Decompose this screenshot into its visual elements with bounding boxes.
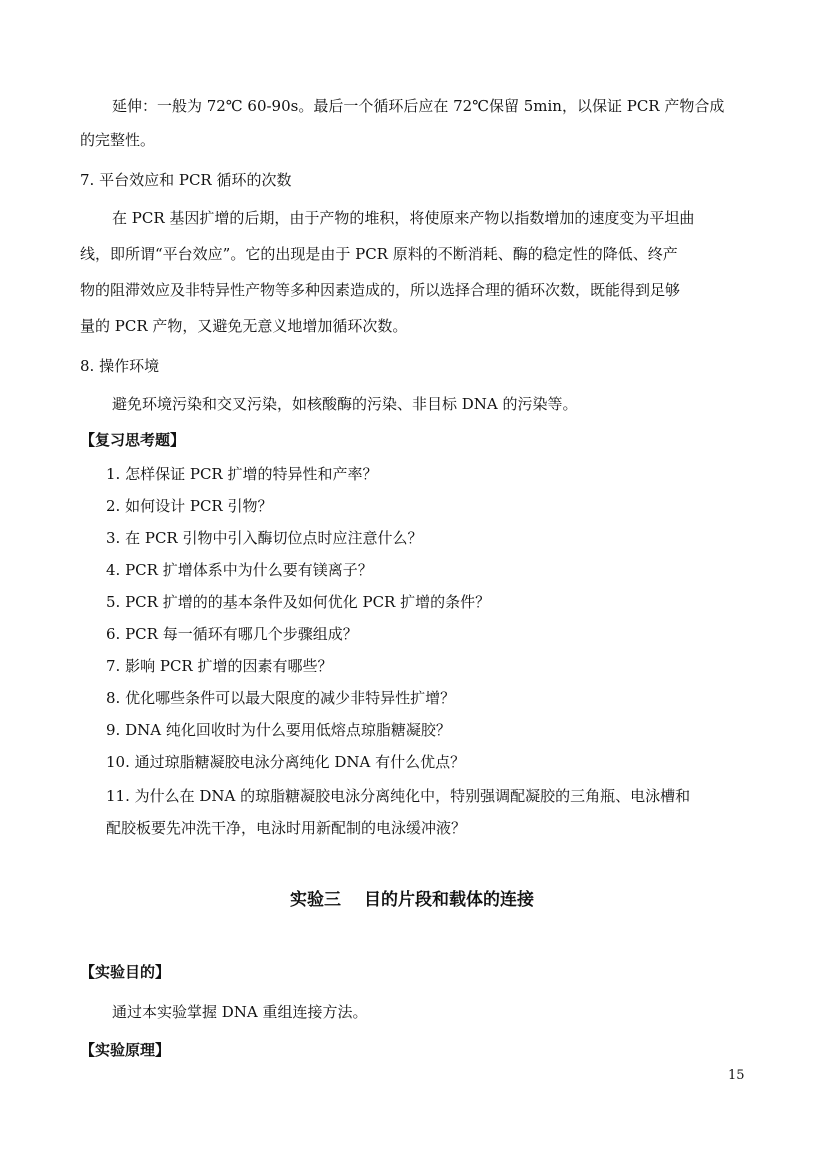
extension-paragraph-line-1: 延伸：一般为 72℃ 60-90s。最后一个循环后应在 72℃保留 5min，以保证 PCR 产物合成 bbox=[112, 97, 725, 115]
review-question-6: 6. PCR 每一循环有哪几个步骤组成？ bbox=[106, 625, 358, 643]
review-question-7: 7. 影响 PCR 扩增的因素有哪些？ bbox=[106, 657, 333, 675]
review-question-11-line-2: 配胶板要先冲洗干净，电泳时用新配制的电泳缓冲液？ bbox=[106, 819, 467, 837]
review-question-8: 8. 优化哪些条件可以最大限度的减少非特异性扩增？ bbox=[106, 689, 456, 707]
review-question-4: 4. PCR 扩增体系中为什么要有镁离子？ bbox=[106, 561, 373, 579]
section-7-heading: 7. 平台效应和 PCR 循环的次数 bbox=[80, 171, 292, 189]
experiment-principle-heading: 【实验原理】 bbox=[80, 1041, 171, 1059]
review-question-3: 3. 在 PCR 引物中引入酶切位点时应注意什么？ bbox=[106, 529, 423, 547]
review-question-1: 1. 怎样保证 PCR 扩增的特异性和产率？ bbox=[106, 465, 378, 483]
review-questions-heading: 【复习思考题】 bbox=[80, 431, 186, 449]
experiment-purpose-text: 通过本实验掌握 DNA 重组连接方法。 bbox=[112, 1003, 368, 1021]
review-question-5: 5. PCR 扩增的的基本条件及如何优化 PCR 扩增的条件？ bbox=[106, 593, 491, 611]
review-question-10: 10. 通过琼脂糖凝胶电泳分离纯化 DNA 有什么优点？ bbox=[106, 753, 466, 771]
section-7-paragraph-line-4: 量的 PCR 产物，又避免无意义地增加循环次数。 bbox=[80, 317, 408, 335]
section-7-paragraph-line-1: 在 PCR 基因扩增的后期，由于产物的堆积，将使原来产物以指数增加的速度变为平坦曲 bbox=[112, 209, 695, 227]
review-question-11-line-1: 11. 为什么在 DNA 的琼脂糖凝胶电泳分离纯化中，特别强调配凝胶的三角瓶、电泳槽和 bbox=[106, 787, 691, 805]
experiment-3-title: 实验三 目的片段和载体的连接 bbox=[290, 890, 534, 910]
section-8-text: 避免环境污染和交叉污染，如核酸酶的污染、非目标 DNA 的污染等。 bbox=[112, 395, 578, 413]
review-question-9: 9. DNA 纯化回收时为什么要用低熔点琼脂糖凝胶？ bbox=[106, 721, 451, 739]
extension-paragraph-line-2: 的完整性。 bbox=[80, 131, 156, 149]
page-number: 15 bbox=[728, 1068, 745, 1083]
section-7-paragraph-line-3: 物的阻滞效应及非特异性产物等多种因素造成的，所以选择合理的循环次数，既能得到足够 bbox=[80, 281, 681, 299]
section-7-paragraph-line-2: 线，即所谓“平台效应”。它的出现是由于 PCR 原料的不断消耗、酶的稳定性的降低、终产 bbox=[80, 245, 678, 263]
section-8-heading: 8. 操作环境 bbox=[80, 357, 160, 375]
experiment-purpose-heading: 【实验目的】 bbox=[80, 963, 171, 981]
review-question-2: 2. 如何设计 PCR 引物？ bbox=[106, 497, 273, 515]
